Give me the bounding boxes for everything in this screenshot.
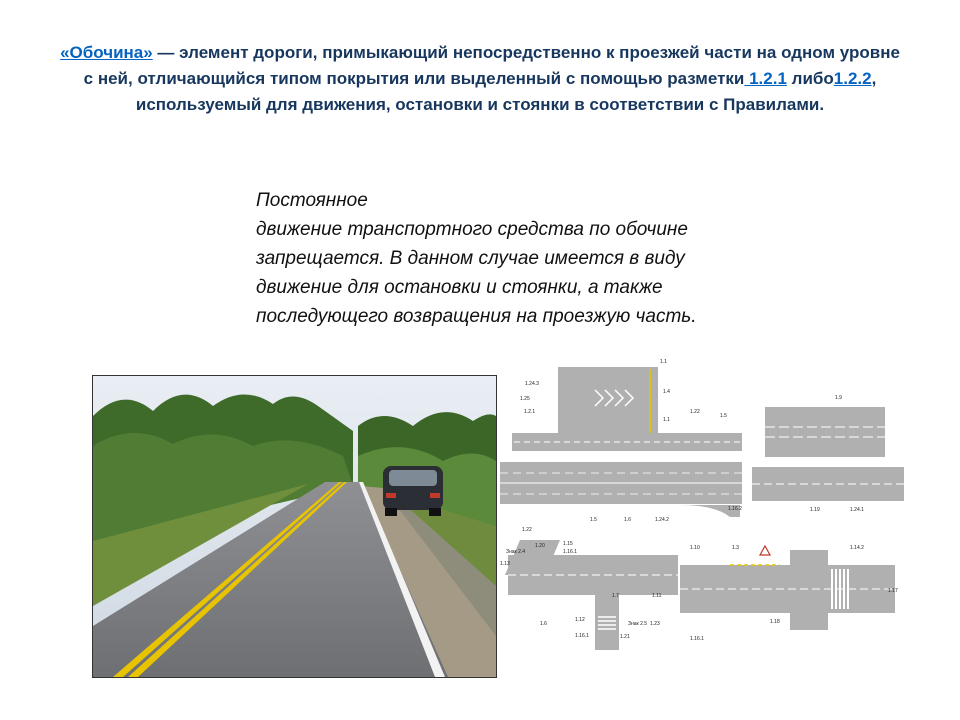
marking-1-2-2-link[interactable]: 1.2.2	[833, 69, 872, 88]
diagram-label: Знак 2.5	[628, 621, 648, 627]
marking-1-2-1-link[interactable]: 1.2.1	[744, 69, 787, 88]
diagram-label: 1.10	[690, 545, 700, 551]
diagram-label: 1.4	[663, 389, 670, 395]
marking-schemes	[500, 355, 910, 655]
diagram-intersection	[500, 527, 678, 650]
definition-text-3: , используемый для движения, остановки и стоянки в соответствии с Правилами.	[135, 69, 877, 114]
diagram-label: 1.7	[612, 593, 619, 599]
note-line-2: движение транспортного средства по обочине запрещается. В данном случае имеется в виду движение для остановки и стоянки, а также последующего возвращения на проезжую часть.	[256, 219, 697, 327]
diagram-label: 1.19	[810, 507, 820, 513]
diagram-label: 1.13	[500, 561, 510, 567]
diagram-label: 1.21	[620, 634, 630, 640]
diagram-label: 1.20	[535, 543, 545, 549]
diagram-label: 1.18	[770, 619, 780, 625]
diagram-label: 1.6	[540, 621, 547, 627]
diagram-label: 1.23	[650, 621, 660, 627]
diagram-label: 1.5	[590, 517, 597, 523]
road-photo	[92, 375, 497, 678]
diagram-label: 1.24.3	[525, 381, 539, 387]
diagram-label: 1.24.2	[655, 517, 669, 523]
term-link[interactable]: «Обочина»	[60, 43, 153, 62]
road-marking-diagrams	[500, 355, 910, 655]
diagram-label: 1.16.1	[690, 636, 704, 642]
diagram-straight-road	[752, 395, 904, 513]
diagram-label: 1.25	[520, 396, 530, 402]
diagram-label: 1.5	[720, 413, 727, 419]
diagram-label: 1.2.1	[524, 409, 536, 415]
diagram-crossroad	[680, 545, 898, 642]
diagram-label: 1.11	[652, 593, 662, 599]
diagram-label: 1.1	[660, 359, 667, 365]
diagram-label: 1.24.1	[850, 507, 864, 513]
definition-text-1: — элемент дороги, примыкающий непосредственно к проезжей части на одном уровне с ней, отличающийся типом покрытия или выделенный с помощью разметки	[83, 43, 900, 88]
definition-text-2: либо	[786, 69, 834, 88]
diagram-label: 1.12	[575, 617, 585, 623]
diagram-label: 1.17	[888, 588, 898, 594]
diagram-label: 1.14.2	[850, 545, 864, 551]
diagram-label: 1.3	[732, 545, 739, 551]
shoulder-note	[256, 186, 716, 331]
diagram-label: Знак 2.4	[506, 549, 526, 555]
note-line-1: Постоянное	[256, 190, 368, 211]
diagram-label: 1.9	[835, 395, 842, 401]
diagram-label: 1.6	[624, 517, 631, 523]
diagram-t-junction	[500, 359, 742, 523]
diagram-label: 1.16.1	[563, 549, 577, 555]
diagram-label: 1.15	[563, 541, 573, 547]
road-photo-illustration	[93, 376, 496, 677]
diagram-label: 1.22	[522, 527, 532, 533]
definition-heading	[60, 40, 900, 118]
diagram-label: 1.22	[690, 409, 700, 415]
diagram-label: 1.16.2	[728, 506, 742, 512]
diagram-label: 1.1	[663, 417, 670, 423]
diagram-label: 1.16.1	[575, 633, 589, 639]
